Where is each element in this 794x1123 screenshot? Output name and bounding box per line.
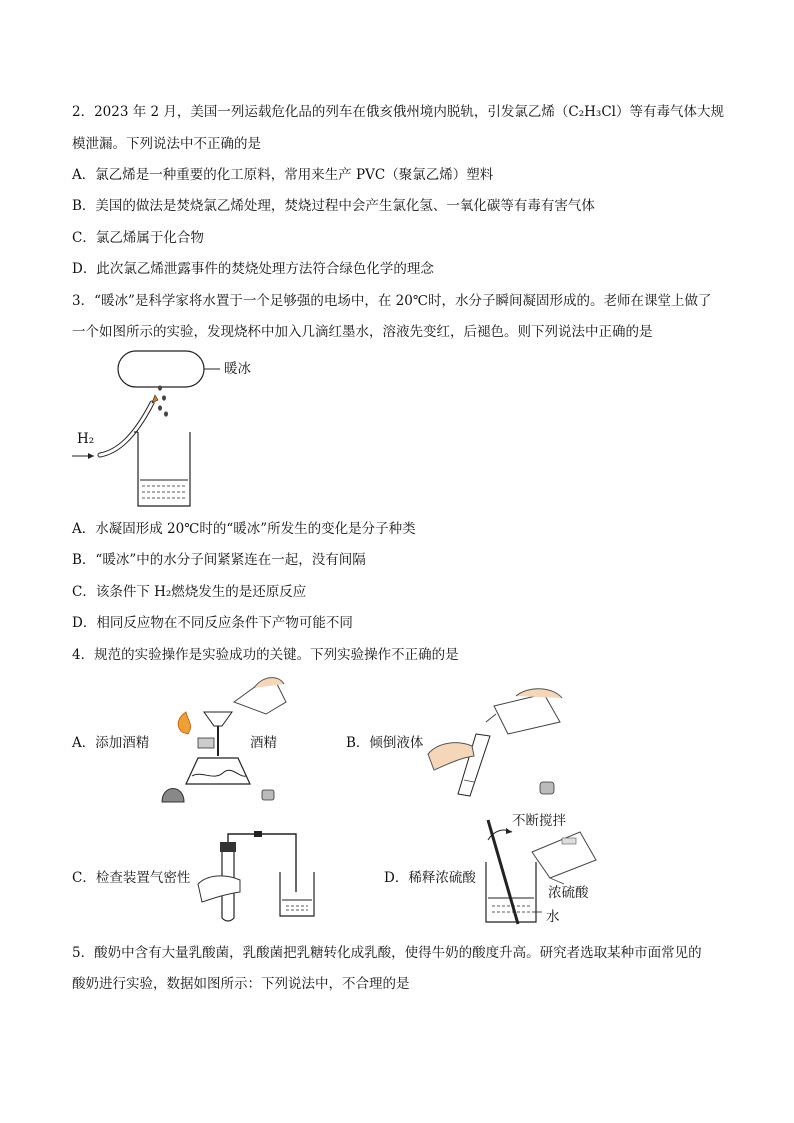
- h2-label: H₂: [77, 431, 95, 447]
- alcohol-lamp-icon: [158, 672, 308, 807]
- q3-option-a: A．水凝固形成 20℃时的“暖冰”所发生的变化是分子种类: [72, 521, 416, 537]
- q4-fig-dilute-acid: [470, 812, 630, 932]
- q3-option-d: D．相同反应物在不同反应条件下产物可能不同: [72, 615, 353, 631]
- q5-stem-line1: 5．酸奶中含有大量乳酸菌，乳酸菌把乳糖转化成乳酸，使得牛奶的酸度升高。研究者选取某种市面常见的: [72, 945, 702, 961]
- q4-option-b: B．倾倒液体: [346, 735, 424, 751]
- q2-stem-line2: 模泄漏。下列说法中不正确的是: [72, 136, 261, 152]
- q2-option-d: D．此次氯乙烯泄露事件的焚烧处理方法符合绿色化学的理念: [72, 261, 434, 277]
- conc-acid-label: 浓硫酸: [548, 885, 589, 901]
- q4-option-d: D．稀释浓硫酸: [384, 870, 476, 886]
- stir-label: 不断搅拌: [512, 813, 566, 829]
- q3-option-c: C．该条件下 H₂燃烧发生的是还原反应: [72, 584, 307, 600]
- q2-option-c: C．氯乙烯属于化合物: [72, 230, 204, 246]
- q3-stem-line1: 3．“暖冰”是科学家将水置于一个足够强的电场中，在 20℃时，水分子瞬间凝固形成的。老师在课堂上做了: [72, 293, 712, 309]
- q3-option-b: B．“暖冰”中的水分子间紧紧连在一起，没有间隔: [72, 552, 366, 568]
- q4-fig-pour-liquid: [424, 684, 574, 804]
- q2-option-a: A．氯乙烯是一种重要的化工原料，常用来生产 PVC（聚氯乙烯）塑料: [72, 167, 494, 183]
- alcohol-label: 酒精: [250, 735, 277, 751]
- q4-fig-airtight: [196, 830, 326, 925]
- q4-option-a: A．添加酒精: [72, 735, 150, 751]
- airtight-check-icon: [196, 830, 326, 925]
- q2-stem-line1: 2．2023 年 2 月，美国一列运载危化品的列车在俄亥俄州境内脱轨，引发氯乙烯（C₂H₃Cl）等有毒气体大规: [72, 104, 724, 120]
- q4-option-c: C．检查装置气密性: [72, 870, 191, 886]
- warm-ice-label: 暖冰: [224, 361, 251, 377]
- water-label: 水: [546, 909, 560, 925]
- q3-warm-ice-figure: [72, 348, 272, 513]
- q3-stem-line2: 一个如图所示的实验，发现烧杯中加入几滴红墨水，溶液先变红，后褪色。则下列说法中正确的是: [72, 324, 653, 340]
- q4-fig-add-alcohol: [158, 672, 308, 807]
- q4-stem: 4．规范的实验操作是实验成功的关键。下列实验操作不正确的是: [72, 647, 459, 663]
- q2-option-b: B．美国的做法是焚烧氯乙烯处理，焚烧过程中会产生氯化氢、一氧化碳等有毒有害气体: [72, 198, 595, 214]
- pouring-liquid-icon: [424, 684, 574, 804]
- q5-stem-line2: 酸奶进行实验，数据如图所示：下列说法中，不合理的是: [72, 976, 410, 992]
